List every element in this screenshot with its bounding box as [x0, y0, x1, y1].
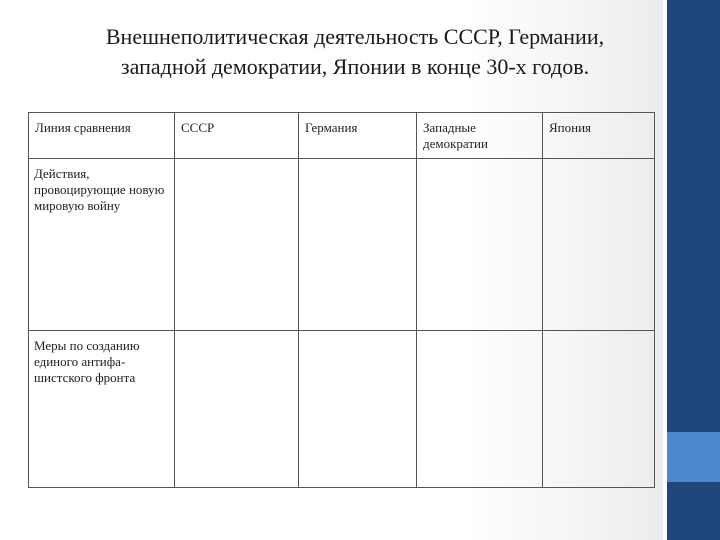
table-row: [29, 331, 655, 488]
sidebar-accent-block: [667, 432, 720, 482]
header-cell-germany: Германия: [299, 113, 417, 159]
header-cell-comparison-line: Линия сравнения: [29, 113, 175, 159]
row-label-antifascist-front-measures: Меры по созданию единого антифа-шистского фронта: [29, 331, 175, 488]
table-cell: [175, 159, 299, 331]
row-label-war-provoking-actions: Действия, провоцирующие новую мировую войну: [29, 159, 175, 331]
slide-title-line-1: Внешнеполитическая деятельность СССР, Германии,: [105, 24, 605, 49]
table-cell: [417, 159, 543, 331]
table-header-row: [29, 113, 655, 159]
table-cell: [299, 159, 417, 331]
comparison-table: [28, 112, 655, 488]
table-cell: [299, 331, 417, 488]
header-cell-western-democracies: Западные демократии: [417, 113, 543, 159]
sidebar-dark-bottom: [667, 482, 720, 540]
table-cell: [543, 331, 655, 488]
slide-title-line-2: западной демократии, Японии в конце 30-х годов.: [120, 54, 590, 79]
table-cell: [543, 159, 655, 331]
header-cell-japan: Япония: [543, 113, 655, 159]
sidebar-dark-top: [667, 0, 720, 432]
table-cell: [175, 331, 299, 488]
table-row: [29, 159, 655, 331]
header-cell-ussr: СССР: [175, 113, 299, 159]
table-cell: [417, 331, 543, 488]
slide-title: [60, 22, 650, 82]
